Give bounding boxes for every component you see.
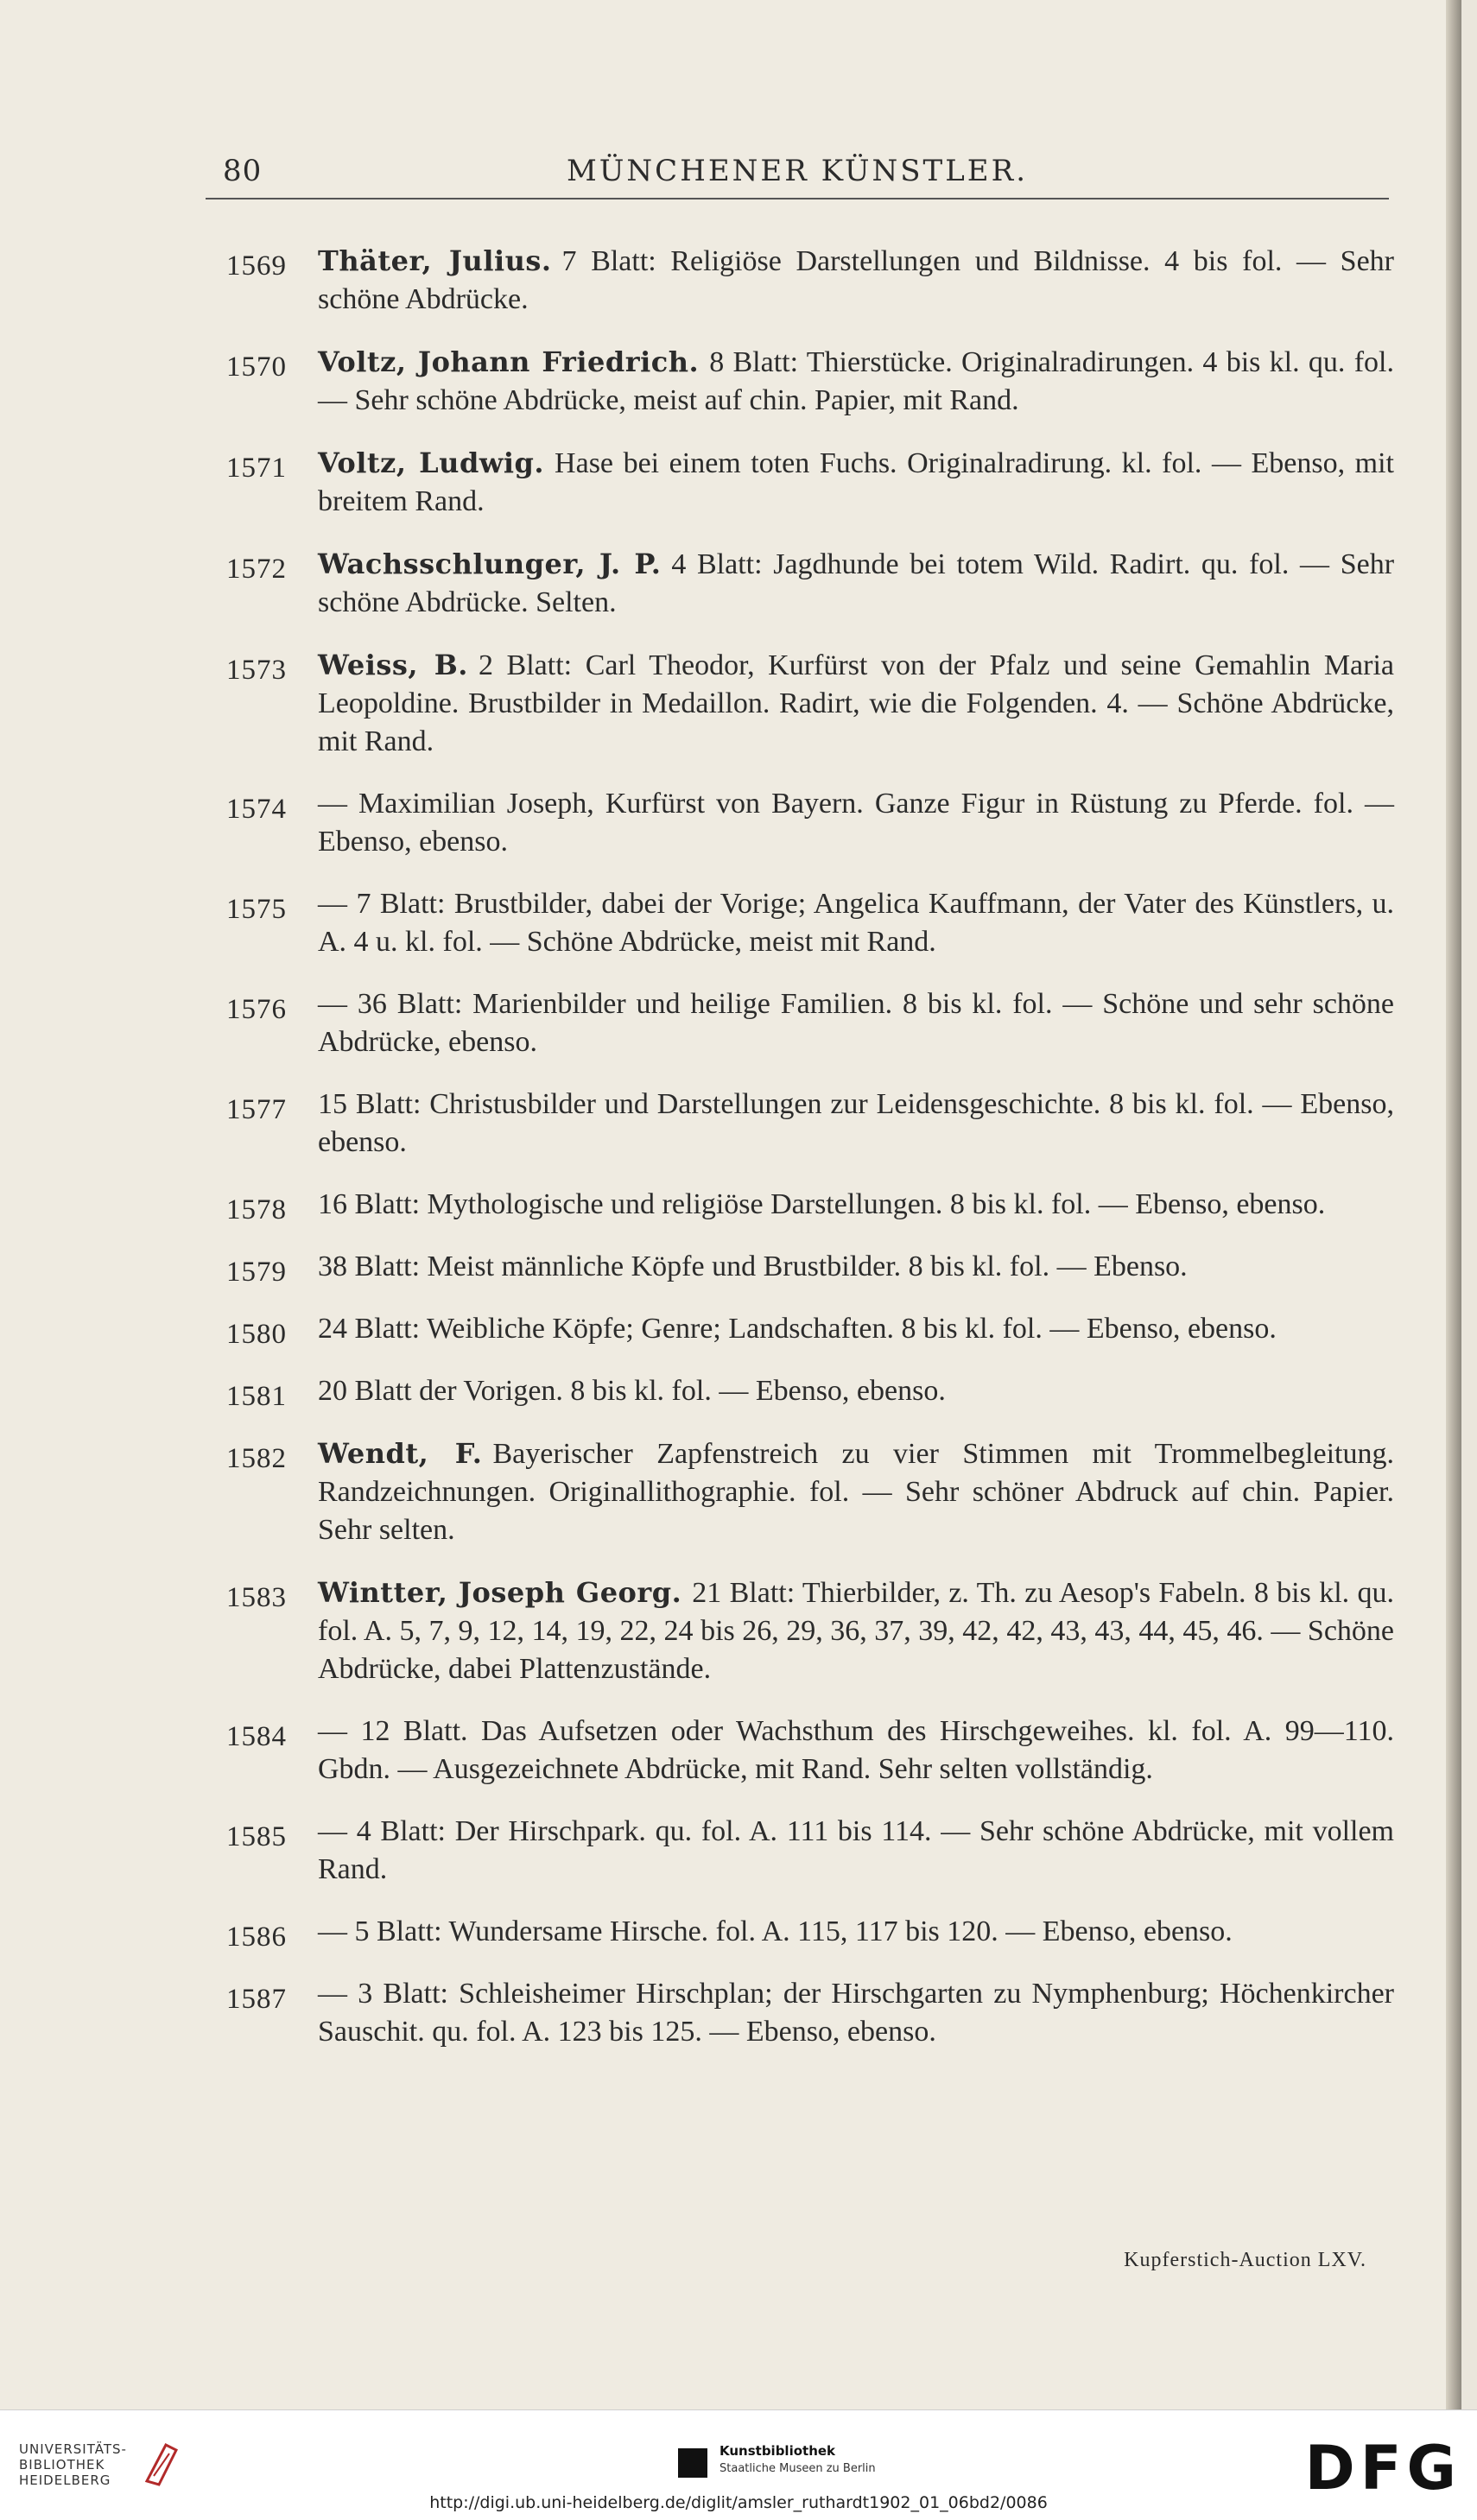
kunstbibliothek-subtitle: Staatliche Museen zu Berlin xyxy=(719,2462,876,2475)
catalog-entry xyxy=(226,444,1394,521)
entry-text: Hase bei einem toten Fuchs. Originalradirung. kl. fol. — Ebenso, mit breitem Rand. xyxy=(318,447,1394,517)
catalog-entry xyxy=(226,343,1394,420)
entry-text: 20 Blatt der Vorigen. 8 bis kl. fol. — Ebenso, ebenso. xyxy=(318,1375,946,1407)
entry-number: 1579 xyxy=(226,1257,287,1288)
entry-text: 2 Blatt: Carl Theodor, Kurfürst von der Pfalz und seine Gemahlin Maria Leopoldine. Brustbilder in Medaillon. Radirt, wie die Folgenden. 4. — Schöne Abdrücke, mit Rand. xyxy=(318,649,1394,757)
entry-number: 1569 xyxy=(226,250,287,282)
entry-text: 7 Blatt: Religiöse Darstellungen und Bildnisse. 4 bis fol. — Sehr schöne Abdrücke. xyxy=(318,245,1394,315)
entry-text: 24 Blatt: Weibliche Köpfe; Genre; Landschaften. 8 bis kl. fol. — Ebenso, ebenso. xyxy=(318,1313,1277,1345)
page-number: 80 xyxy=(223,154,263,188)
entry-number: 1584 xyxy=(226,1721,287,1752)
catalog-entry xyxy=(226,1434,1394,1549)
logo-line: HEIDELBERG xyxy=(19,2473,111,2488)
entry-number: 1577 xyxy=(226,1094,287,1125)
catalog-entry xyxy=(226,1372,1394,1410)
catalog-entry xyxy=(226,1913,1394,1951)
header-rule xyxy=(206,198,1389,199)
artist-name: Voltz, Johann Friedrich. xyxy=(318,345,700,378)
entry-number: 1583 xyxy=(226,1582,287,1613)
entry-text: 16 Blatt: Mythologische und religiöse Darstellungen. 8 bis kl. fol. — Ebenso, ebenso. xyxy=(318,1188,1326,1220)
entry-text: 4 Blatt: Jagdhunde bei totem Wild. Radirt. qu. fol. — Sehr schöne Abdrücke. Selten. xyxy=(318,548,1395,618)
entry-text: — 3 Blatt: Schleisheimer Hirschplan; der Hirschgarten zu Nymphenburg; Höchenkircher Sauschit. qu. fol. A. 123 bis 125. — Ebenso, ebenso. xyxy=(318,1978,1394,2048)
entry-text: — 36 Blatt: Marienbilder und heilige Familien. 8 bis kl. fol. — Schöne und sehr schöne Abdrücke, ebenso. xyxy=(318,988,1394,1058)
dfg-logo[interactable]: DFG xyxy=(1304,2433,1461,2504)
kunstbibliothek-logo[interactable] xyxy=(678,2436,885,2488)
entry-text: — 12 Blatt. Das Aufsetzen oder Wachsthum des Hirschgeweihes. kl. fol. A. 99—110. Gbdn. — Ausgezeichnete Abdrücke, mit Rand. Sehr selten vollständig. xyxy=(318,1715,1394,1785)
entry-number: 1573 xyxy=(226,655,287,686)
entry-number: 1585 xyxy=(226,1821,287,1852)
catalog-entry xyxy=(226,1573,1394,1688)
entry-text: — 7 Blatt: Brustbilder, dabei der Vorige; Angelica Kauffmann, der Vater des Künstlers, u. A. 4 u. kl. fol. — Schöne Abdrücke, meist mit Rand. xyxy=(318,888,1394,958)
artist-name: Voltz, Ludwig. xyxy=(318,446,545,479)
catalog-entry xyxy=(226,545,1394,622)
university-library-logo[interactable] xyxy=(19,2438,183,2490)
artist-name: Wachsschlunger, J. P. xyxy=(318,548,662,580)
university-seal-icon xyxy=(140,2438,183,2490)
entry-number: 1576 xyxy=(226,994,287,1025)
entry-text: 15 Blatt: Christusbilder und Darstellungen zur Leidensgeschichte. 8 bis kl. fol. — Ebenso, ebenso. xyxy=(318,1088,1394,1158)
entry-text: 21 Blatt: Thierbilder, z. Th. zu Aesop's Fabeln. 8 bis kl. qu. fol. A. 5, 7, 9, 12, 14, 19, 22, 24 bis 26, 29, 36, 37, 39, 42, 42, 43, 43, 44, 45, 46. — Schöne Abdrücke, dabei Plattenzustände. xyxy=(318,1577,1394,1685)
entry-number: 1574 xyxy=(226,794,287,825)
permalink-url[interactable]: http://digi.ub.uni-heidelberg.de/diglit/amsler_ruthardt1902_01_06bd2/0086 xyxy=(429,2493,1048,2512)
logo-line: UNIVERSITÄTS- xyxy=(19,2441,127,2457)
entry-number: 1571 xyxy=(226,453,287,484)
digitization-footer xyxy=(0,2409,1477,2520)
catalog-entries xyxy=(226,242,1394,2075)
entry-number: 1572 xyxy=(226,554,287,585)
catalog-entry xyxy=(226,1310,1394,1348)
entry-number: 1586 xyxy=(226,1922,287,1953)
entry-number: 1575 xyxy=(226,894,287,925)
entry-text: Bayerischer Zapfenstreich zu vier Stimmen mit Trommelbegleitung. Randzeichnungen. Originallithographie. fol. — Sehr schöner Abdruck auf chin. Papier. Sehr selten. xyxy=(318,1438,1395,1546)
entry-number: 1581 xyxy=(226,1381,287,1412)
entry-text: 38 Blatt: Meist männliche Köpfe und Brustbilder. 8 bis kl. fol. — Ebenso. xyxy=(318,1251,1188,1282)
entry-number: 1570 xyxy=(226,351,287,383)
catalog-entry xyxy=(226,885,1394,961)
entry-text: — Maximilian Joseph, Kurfürst von Bayern. Ganze Figur in Rüstung zu Pferde. fol. — Ebenso, ebenso. xyxy=(318,788,1394,858)
catalog-entry xyxy=(226,1975,1394,2051)
entry-number: 1578 xyxy=(226,1194,287,1225)
catalog-entry xyxy=(226,785,1394,861)
signature-note: Kupferstich-Auction LXV. xyxy=(1124,2249,1366,2271)
catalog-entry xyxy=(226,242,1394,319)
entry-number: 1580 xyxy=(226,1319,287,1350)
artist-name: Wendt, F. xyxy=(318,1437,483,1470)
kunstbibliothek-mark-icon xyxy=(678,2448,707,2478)
running-head xyxy=(206,154,1389,197)
artist-name: Wintter, Joseph Georg. xyxy=(318,1576,682,1609)
running-title: MÜNCHENER KÜNSTLER. xyxy=(566,154,1029,188)
artist-name: Weiss, B. xyxy=(318,649,468,681)
entry-text: — 4 Blatt: Der Hirschpark. qu. fol. A. 111 bis 114. — Sehr schöne Abdrücke, mit vollem Rand. xyxy=(318,1815,1394,1885)
entry-number: 1582 xyxy=(226,1443,287,1474)
entry-text: 8 Blatt: Thierstücke. Originalradirungen. 4 bis kl. qu. fol. — Sehr schöne Abdrücke, meist auf chin. Papier, mit Rand. xyxy=(318,346,1395,416)
university-library-name xyxy=(19,2441,127,2488)
catalog-entry xyxy=(226,1186,1394,1224)
catalog-entry xyxy=(226,985,1394,1061)
catalog-entry xyxy=(226,1813,1394,1889)
kunstbibliothek-title: Kunstbibliothek xyxy=(719,2443,836,2459)
entry-number: 1587 xyxy=(226,1984,287,2015)
artist-name: Thäter, Julius. xyxy=(318,244,552,277)
logo-line: BIBLIOTHEK xyxy=(19,2457,105,2473)
page-edge-shadow xyxy=(1446,0,1461,2409)
entry-text: — 5 Blatt: Wundersame Hirsche. fol. A. 115, 117 bis 120. — Ebenso, ebenso. xyxy=(318,1915,1233,1947)
catalog-entry xyxy=(226,1248,1394,1286)
catalog-entry xyxy=(226,1713,1394,1789)
catalog-entry xyxy=(226,646,1394,761)
catalog-entry xyxy=(226,1086,1394,1162)
